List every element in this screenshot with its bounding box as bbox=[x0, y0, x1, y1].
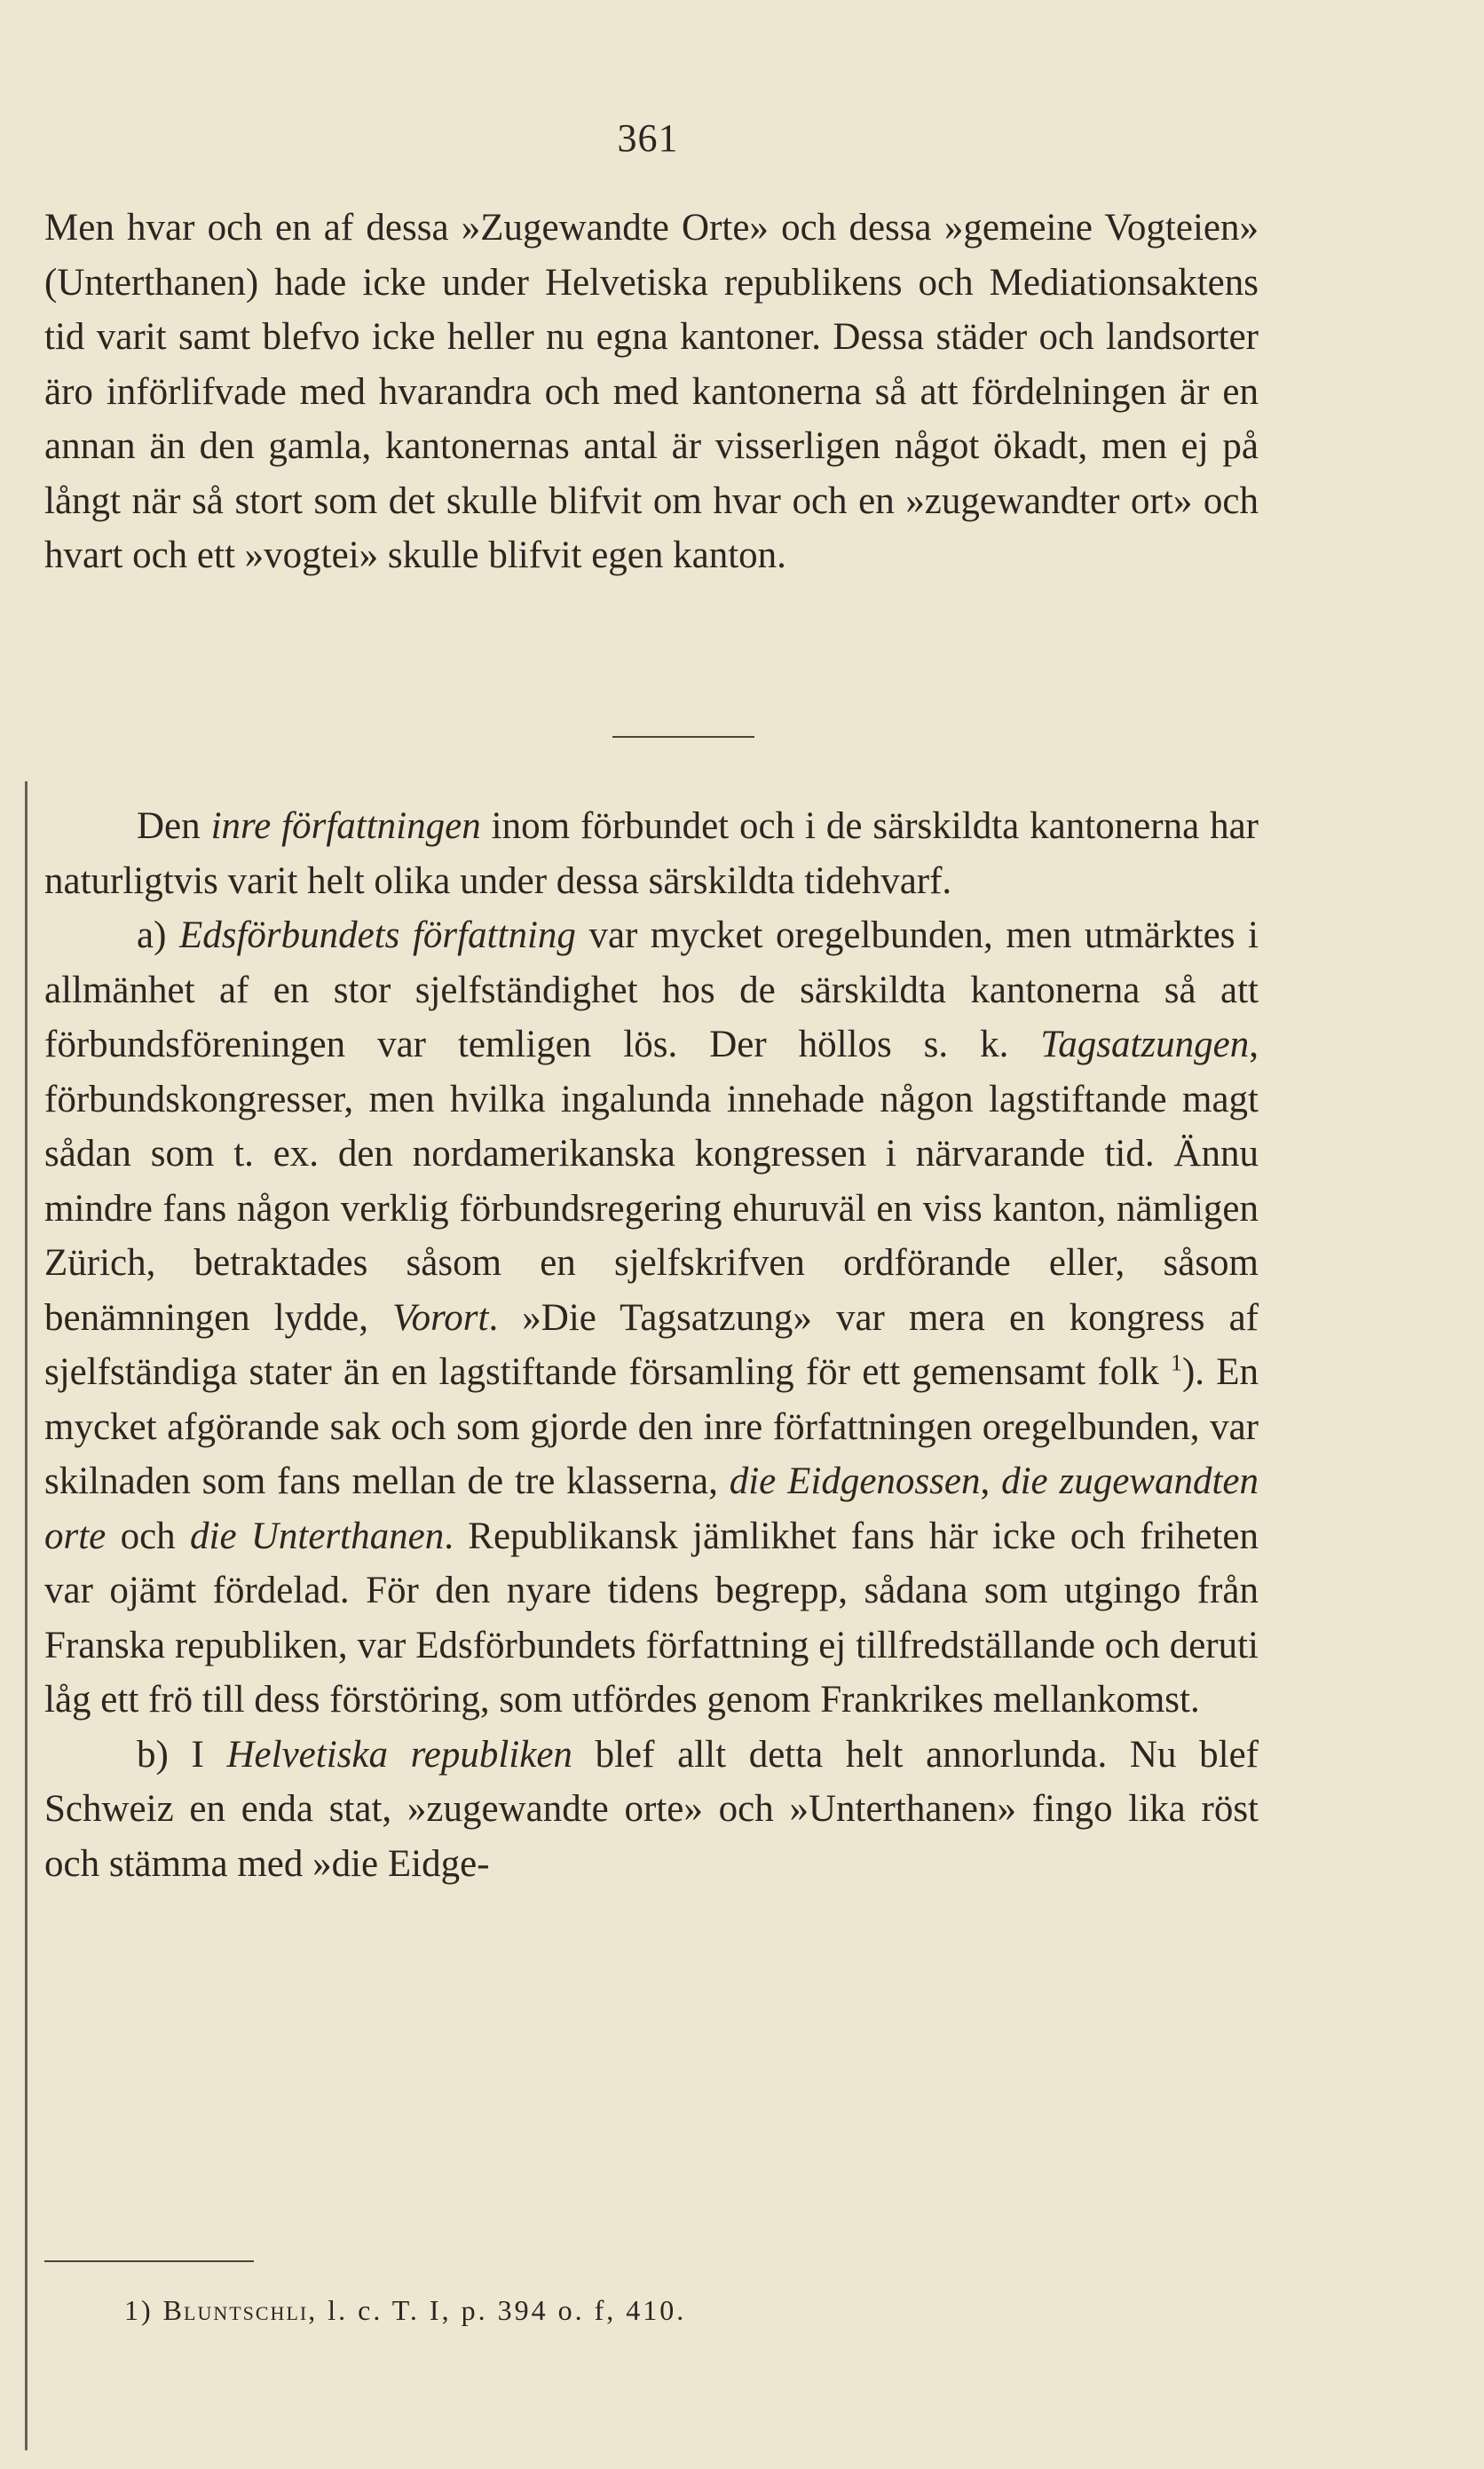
section-divider bbox=[612, 736, 754, 738]
emphasis: die Unterthanen bbox=[190, 1515, 445, 1557]
emphasis: Tagsatzungen bbox=[1040, 1024, 1250, 1065]
emphasis: die zugewandten orte bbox=[44, 1460, 1259, 1557]
emphasis: Vorort bbox=[392, 1296, 489, 1339]
emphasis: Helvetiska republiken bbox=[226, 1733, 572, 1776]
footnote-rule bbox=[44, 2260, 254, 2262]
footnote-author: Bluntschli bbox=[162, 2294, 309, 2326]
paragraph-1: Men hvar och en af dessa »Zugewandte Orte» och dessa »gemeine Vogteien» (Unterthanen) hade icke under Helvetiska republikens och Mediationsaktens tid varit samt blefvo icke heller nu egna kantoner. Dessa städer och landsorter äro införlifvade med hvarandra och med kantonerna så att fördelningen är en annan än den gamla, kantonernas antal är visserligen något ökadt, men ej på långt när så stort som det skulle blifvit om hvar och en »zugewandter ort» och hvart och ett »vogtei» skulle blifvit egen kanton. bbox=[44, 207, 1259, 576]
text-block-top bbox=[44, 201, 1259, 583]
footnote: 1) Bluntschli, l. c. T. I, p. 394 o. f, 410. bbox=[124, 2294, 687, 2326]
paragraph-3: a) Edsförbundets författning var mycket oregelbunden, men utmärktes i allmänhet af en stor sjelfständighet hos de särskildta kantonerna så att förbundsföreningen var temligen lös. Der höllos s. k. Tagsatzungen, förbundskongresser, men hvilka ingalunda innehade någon lagstiftande magt sådan som t. ex. den nordamerikanska kongressen i närvarande tid. Ännu mindre fans någon verklig förbundsregering ehuruväl en viss kanton, nämligen Zürich, betraktades såsom en sjelfskrifven ordförande eller, såsom benämningen lydde, Vorort. »Die Tagsatzung» var mera en kongress af sjelfständiga stater än en lagstiftande församling för ett gemensamt folk $^1$). En mycket afgörande sak och som gjorde den inre författningen oregelbunden, var skilnaden som fans mellan de tre klasserna, die Eidgenossen, die zugewandten orte och die Unterthanen. Republikansk jämlikhet fans här icke och friheten var ojämt fördelad. För den nyare tidens begrepp, sådana som utgingo från Franska republiken, var Edsförbundets författning ej tillfredställande och deruti låg ett frö till dess förstöring, som utfördes genom Frankrikes mellankomst. bbox=[44, 914, 1259, 1721]
paragraph-2: Den inre författningen inom förbundet och i de särskildta kantonerna har naturligtvis varit helt olika under dessa särskildta tidehvarf. bbox=[44, 805, 1259, 902]
footnote-reference: 1 bbox=[1170, 1349, 1182, 1376]
paragraph-4: b) I Helvetiska republiken blef allt detta helt annorlunda. Nu blef Schweiz en enda stat, »zugewandte orte» och »Unterthanen» fingo lika röst och stämma med »die Eidge- bbox=[44, 1733, 1259, 1885]
page-edge-shadow bbox=[25, 781, 28, 2450]
text-block-main bbox=[44, 799, 1259, 1891]
emphasis: die Eidgenossen bbox=[729, 1460, 981, 1502]
page-number: 361 bbox=[617, 116, 679, 160]
emphasis: inre författningen bbox=[210, 805, 481, 847]
emphasis: Edsförbundets författning bbox=[178, 914, 576, 956]
